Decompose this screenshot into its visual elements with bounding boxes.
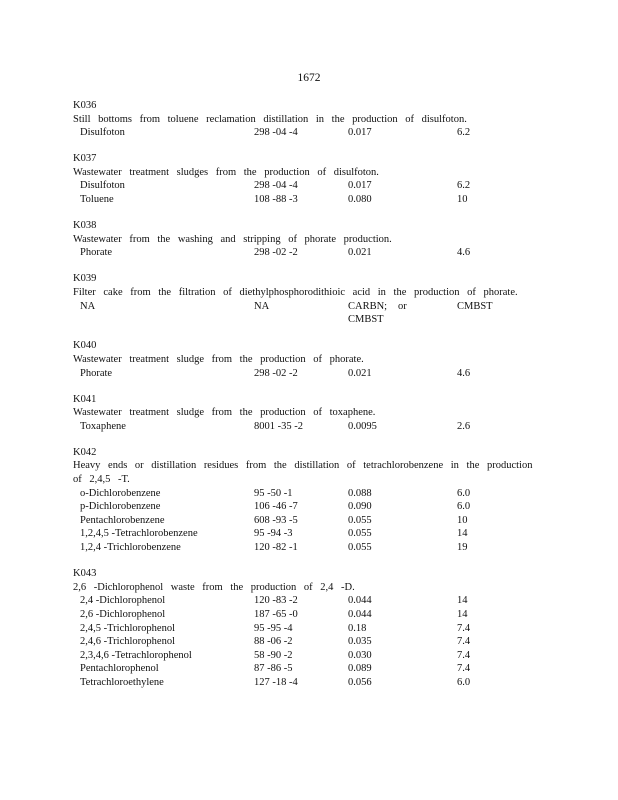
waste-description: Wastewater from the washing and stripping of phorate production.: [73, 233, 392, 245]
constituent-row: [73, 514, 543, 528]
wastewater-concentration: CARBN;: [348, 300, 388, 312]
constituent-name: p-Dichlorobenzene: [80, 501, 161, 513]
nonwastewater-standard: 14: [457, 528, 468, 540]
waste-code: K037: [73, 153, 97, 165]
waste-description: Wastewater treatment sludges from the production of disulfoton.: [73, 166, 379, 178]
constituent-row: [73, 649, 543, 663]
wastewater-concentration-continued: CMBST: [348, 314, 384, 326]
constituent-row: [73, 193, 543, 207]
constituent-name: NA: [80, 300, 96, 312]
constituent-row: [73, 500, 543, 514]
constituent-name: 2,4,5 -Trichlorophenol: [80, 622, 175, 634]
constituent-row: [73, 662, 543, 676]
constituent-row: [73, 367, 543, 381]
constituent-name: 1,2,4 -Trichlorobenzene: [80, 542, 181, 554]
wastewater-concentration: 0.021: [348, 247, 372, 259]
waste-code-list: [73, 99, 543, 702]
wastewater-concentration: 0.044: [348, 608, 372, 620]
cas-number: 95 -94 -3: [254, 528, 293, 540]
constituent-name: Toxaphene: [80, 420, 126, 432]
waste-code: K041: [73, 393, 97, 405]
wastewater-concentration: 0.055: [348, 542, 372, 554]
wastewater-concentration-connector: or: [398, 300, 407, 312]
nonwastewater-standard: 6.2: [457, 180, 471, 192]
nonwastewater-standard: CMBST: [457, 300, 493, 312]
nonwastewater-standard: 2.6: [457, 420, 471, 432]
waste-code: K043: [73, 568, 97, 580]
constituent-row: [73, 608, 543, 622]
cas-number: 58 -90 -2: [254, 649, 293, 661]
constituent-name: 2,4 -Dichlorophenol: [80, 595, 166, 607]
waste-description-continued: of 2,4,5 -T.: [73, 474, 130, 486]
wastewater-concentration: 0.0095: [348, 420, 377, 432]
cas-number: 298 -04 -4: [254, 180, 298, 192]
cas-number: 95 -50 -1: [254, 487, 293, 499]
nonwastewater-standard: 4.6: [457, 247, 471, 259]
constituent-name: Phorate: [80, 247, 113, 259]
wastewater-concentration: 0.080: [348, 194, 372, 206]
waste-entry: [73, 219, 543, 260]
cas-number: 120 -82 -1: [254, 542, 298, 554]
cas-number: 127 -18 -4: [254, 676, 298, 688]
wastewater-concentration: 0.017: [348, 127, 372, 139]
wastewater-concentration: 0.055: [348, 528, 372, 540]
constituent-row: [73, 676, 543, 690]
constituent-row: [73, 246, 543, 260]
nonwastewater-standard: 7.4: [457, 636, 471, 648]
constituent-name: 1,2,4,5 -Tetrachlorobenzene: [80, 528, 198, 540]
wastewater-concentration: 0.18: [348, 622, 367, 634]
constituent-row: [73, 541, 543, 555]
waste-description: 2,6 -Dichlorophenol waste from the production of 2,4 -D.: [73, 581, 355, 593]
constituent-row: [73, 527, 543, 541]
constituent-name: Pentachlorobenzene: [80, 514, 165, 526]
waste-code: K039: [73, 273, 97, 285]
waste-description: Wastewater treatment sludge from the production of toxaphene.: [73, 407, 376, 419]
wastewater-concentration: 0.056: [348, 676, 372, 688]
wastewater-concentration: 0.044: [348, 595, 372, 607]
nonwastewater-standard: 19: [457, 542, 468, 554]
page-number: 1672: [297, 72, 321, 84]
nonwastewater-standard: 6.0: [457, 676, 471, 688]
waste-entry: [73, 152, 543, 206]
waste-entry: [73, 446, 543, 555]
constituent-name: 2,6 -Dichlorophenol: [80, 608, 166, 620]
nonwastewater-standard: 10: [457, 514, 468, 526]
constituent-row: [73, 179, 543, 193]
waste-entry: [73, 393, 543, 434]
cas-number: 95 -95 -4: [254, 622, 293, 634]
waste-code: K040: [73, 340, 97, 352]
waste-entry: [73, 99, 543, 140]
constituent-row: [73, 635, 543, 649]
cas-number: 106 -46 -7: [254, 501, 298, 513]
cas-number: 298 -02 -2: [254, 247, 298, 259]
waste-entry: [73, 339, 543, 380]
wastewater-concentration: 0.030: [348, 649, 372, 661]
constituent-name: Disulfoton: [80, 127, 125, 139]
nonwastewater-standard: 10: [457, 194, 468, 206]
constituent-row: [73, 300, 543, 327]
constituent-name: Pentachlorophenol: [80, 663, 159, 675]
nonwastewater-standard: 6.0: [457, 487, 471, 499]
constituent-row: [73, 126, 543, 140]
cas-number: 120 -83 -2: [254, 595, 298, 607]
cas-number: 88 -06 -2: [254, 636, 293, 648]
wastewater-concentration: 0.055: [348, 514, 372, 526]
waste-entry: [73, 567, 543, 689]
constituent-name: 2,3,4,6 -Tetrachlorophenol: [80, 649, 192, 661]
cas-number: 87 -86 -5: [254, 663, 293, 675]
cas-number: 8001 -35 -2: [254, 420, 303, 432]
waste-code: K036: [73, 100, 97, 111]
nonwastewater-standard: 6.0: [457, 501, 471, 513]
constituent-row: [73, 487, 543, 501]
nonwastewater-standard: 7.4: [457, 622, 471, 634]
wastewater-concentration: 0.021: [348, 367, 372, 379]
constituent-row: [73, 594, 543, 608]
cas-number: 187 -65 -0: [254, 608, 298, 620]
wastewater-concentration: 0.088: [348, 487, 372, 499]
waste-description: Heavy ends or distillation residues from the distillation of tetrachlorobenzene in the production: [73, 460, 533, 472]
waste-description: Filter cake from the filtration of diethylphosphorodithioic acid in the production of phorate.: [73, 287, 518, 299]
constituent-name: Tetrachloroethylene: [80, 676, 164, 688]
nonwastewater-standard: 4.6: [457, 367, 471, 379]
nonwastewater-standard: 6.2: [457, 127, 471, 139]
constituent-name: Disulfoton: [80, 180, 125, 192]
cas-number: 298 -02 -2: [254, 367, 298, 379]
nonwastewater-standard: 7.4: [457, 649, 471, 661]
cas-number: 608 -93 -5: [254, 514, 298, 526]
wastewater-concentration: 0.090: [348, 501, 372, 513]
nonwastewater-standard: 14: [457, 608, 468, 620]
nonwastewater-standard: 14: [457, 595, 468, 607]
cas-number: NA: [254, 300, 270, 312]
waste-code: K038: [73, 220, 97, 232]
constituent-name: o-Dichlorobenzene: [80, 487, 161, 499]
waste-code: K042: [73, 446, 97, 458]
waste-entry: [73, 272, 543, 326]
cas-number: 298 -04 -4: [254, 127, 298, 139]
constituent-name: Phorate: [80, 367, 113, 379]
waste-description: Still bottoms from toluene reclamation distillation in the production of disulfoton.: [73, 113, 467, 125]
nonwastewater-standard: 7.4: [457, 663, 471, 675]
wastewater-concentration: 0.035: [348, 636, 372, 648]
wastewater-concentration: 0.089: [348, 663, 372, 675]
constituent-name: Toluene: [80, 194, 114, 206]
cas-number: 108 -88 -3: [254, 194, 298, 206]
constituent-row: [73, 622, 543, 636]
constituent-name: 2,4,6 -Trichlorophenol: [80, 636, 175, 648]
waste-description: Wastewater treatment sludge from the production of phorate.: [73, 353, 364, 365]
wastewater-concentration: 0.017: [348, 180, 372, 192]
constituent-row: [73, 420, 543, 434]
